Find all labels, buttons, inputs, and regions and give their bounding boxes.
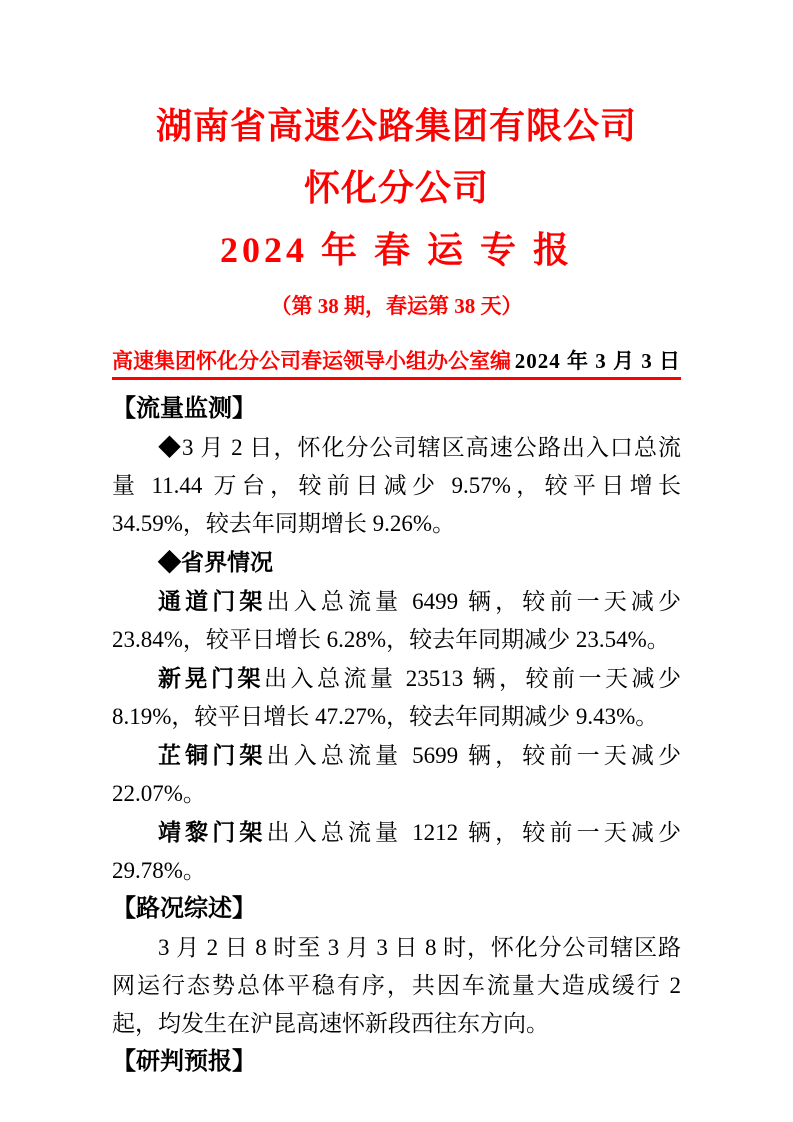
paragraph-lead: ◆省界情况 [158,549,273,575]
paragraph-text: 出入总流量 1212 辆，较前一天减少 29.78%。 [112,820,682,883]
section-flow-monitoring [112,390,681,890]
paragraph-lead: 靖黎门架 [158,819,267,845]
paragraph-road-summary [112,928,681,1043]
doc-title-line-3: 2024 年 春 运 专 报 [219,230,573,270]
paragraph-zhitong-gantry [112,736,681,813]
paragraph-lead: 新晃门架 [158,665,264,691]
paragraph-text: ◆3 月 2 日，怀化分公司辖区高速公路出入口总流量 11.44 万台，较前日减少 9.57%，较平日增长 34.59%，较去年同期增长 9.26%。 [112,435,681,536]
paragraph-text: 3 月 2 日 8 时至 3 月 3 日 8 时，怀化分公司辖区路网运行态势总体平稳有序，共因车流量大造成缓行 2 起，均发生在沪昆高速怀新段西往东方向。 [112,935,681,1036]
paragraph-text: 出入总流量 5699 辆，较前一天减少 22.07%。 [112,743,682,806]
paragraph-total-flow [112,428,681,543]
paragraph-xinhuang-gantry [112,659,681,736]
issue-subtitle: （第 38 期，春运第 38 天） [270,294,523,318]
section-heading-road-conditions: 【路况综述】 [112,895,256,922]
paragraph-text: 出入总流量 23513 辆，较前一天减少 8.19%，较平日增长 47.27%，较去年同期减少 9.43%。 [112,666,681,729]
masthead-editor: 高速集团怀化分公司春运领导小组办公室编 [112,349,511,373]
section-heading-forecast: 【研判预报】 [112,1048,256,1075]
paragraph-province-border [112,543,681,582]
masthead-date: 2024 年 3 月 3 日 [514,349,681,373]
masthead [112,348,681,380]
document-body [112,390,681,1081]
paragraph-jingli-gantry [112,813,681,890]
section-road-conditions [112,890,681,1043]
paragraph-lead: 芷铜门架 [158,742,267,768]
paragraph-text: 出入总流量 6499 辆，较前一天减少 23.84%，较平日增长 6.28%，较去年同期减少 23.54%。 [112,589,682,652]
paragraph-tongdao-gantry [112,582,681,659]
doc-title-line-1: 湖南省高速公路集团有限公司 [155,106,637,146]
paragraph-lead: 通道门架 [158,588,267,614]
section-forecast [112,1043,681,1081]
section-heading-flow-monitoring: 【流量监测】 [112,395,256,422]
doc-title-line-2: 怀化分公司 [303,168,489,208]
